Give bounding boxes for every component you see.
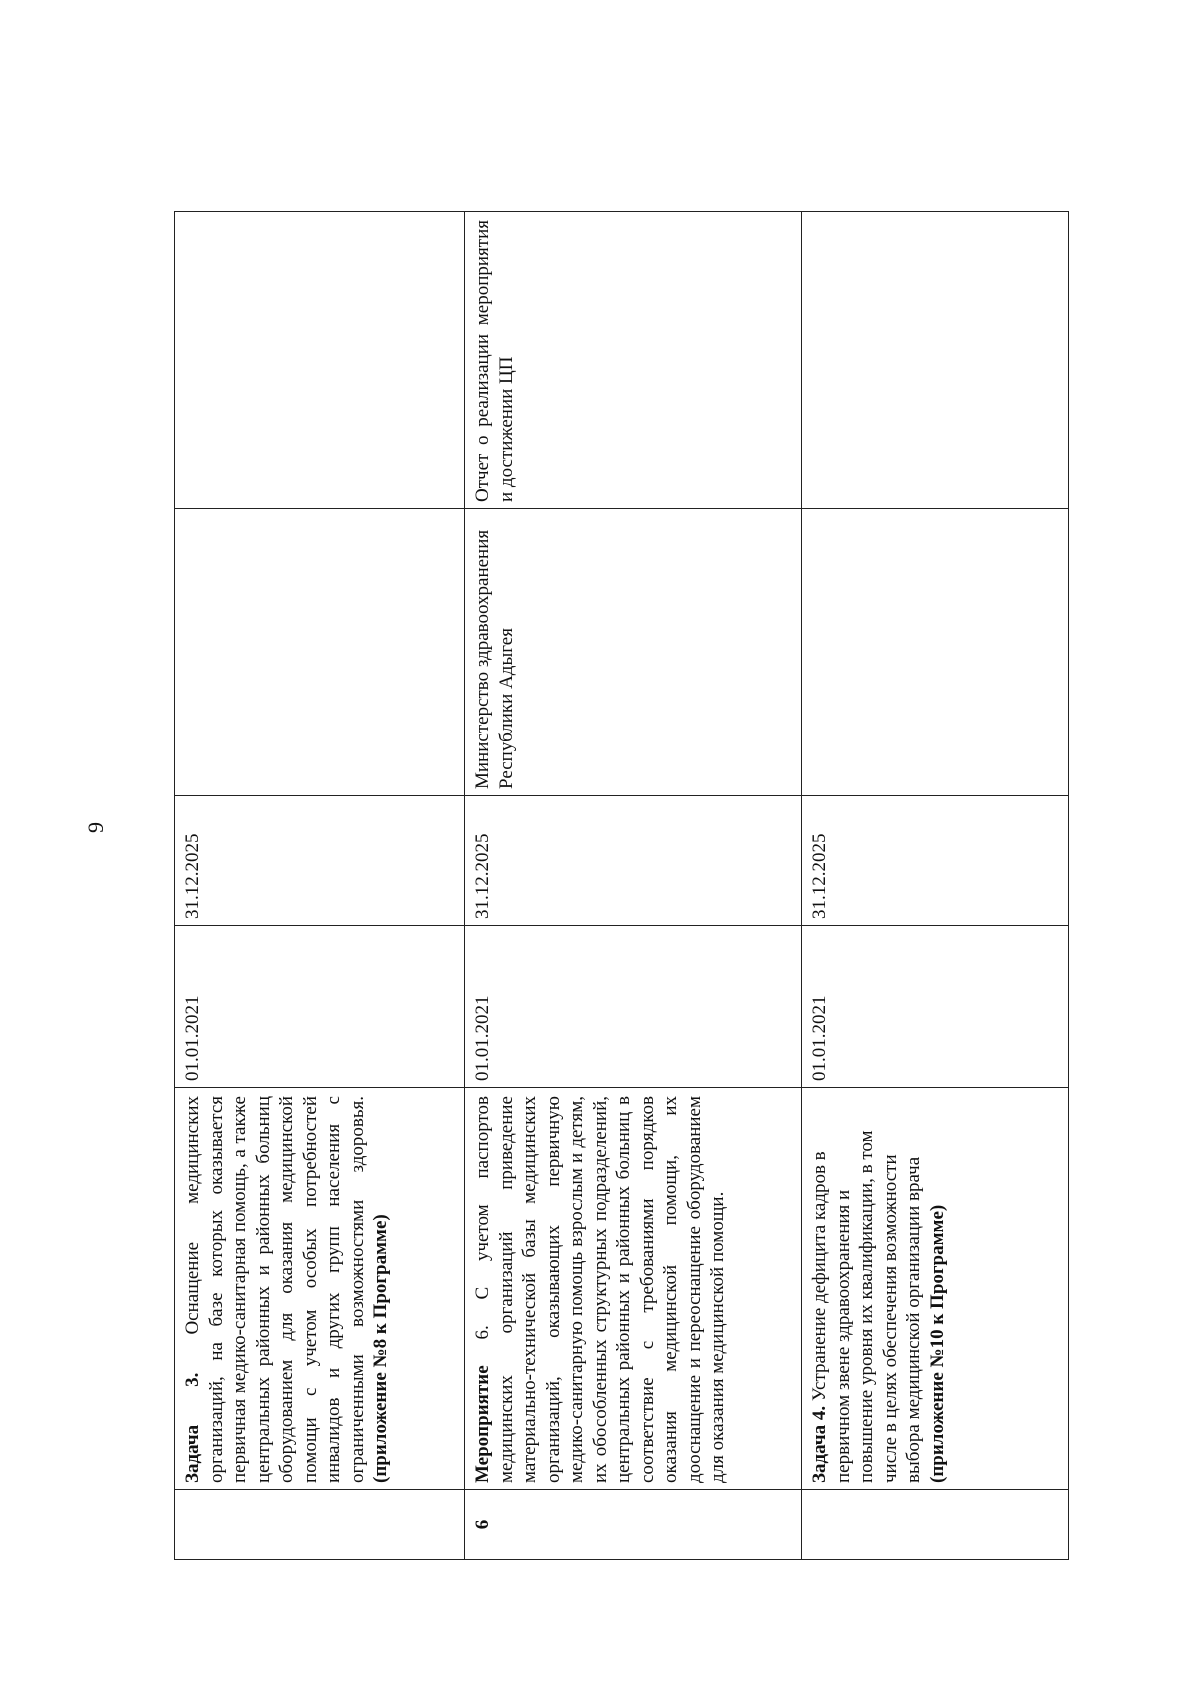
task-text: Устранение дефицита кадров в первичном звене здравоохранения и повышение уровня их квалификации, в том числе в целях обеспечения возможности выбора медицинской организации врача: [809, 1130, 925, 1483]
executor: [175, 509, 465, 796]
row-number: 6: [465, 1490, 802, 1560]
task-cell: [802, 1088, 1069, 1490]
task-heading: Мероприятие: [472, 1365, 493, 1483]
table-row: [465, 212, 802, 1560]
table-row: [802, 212, 1069, 1560]
result: [802, 212, 1069, 509]
task-reference: (приложение №8 к Программе): [370, 1214, 392, 1483]
executor: [802, 509, 1069, 796]
task-heading: Задача 3.: [182, 1372, 203, 1483]
task-text: 6. С учетом паспортов медицинских организаций приведение материально-технической базы медицинских организаций, оказывающих первичную медико-санитарную помощь взрослым и детям, их обособленных структурных подразделений, центральных районных и районных больниц в соответствие с требованиями порядков оказания медицинской помощи, их дооснащение и переоснащение оборудованием для оказания медицинской помощи.: [472, 1096, 729, 1483]
program-table: [174, 211, 1069, 1560]
end-date: 31.12.2025: [465, 796, 802, 926]
start-date: 01.01.2021: [802, 926, 1069, 1088]
task-reference: (приложение №10 к Программе): [926, 1204, 948, 1483]
rotated-table-frame: [174, 212, 1069, 1560]
start-date: 01.01.2021: [175, 926, 465, 1088]
page-number: 9: [83, 822, 108, 833]
executor: Министерство здравоохранения Республики Адыгея: [465, 509, 802, 796]
task-heading: Задача 4.: [809, 1405, 830, 1483]
result: [175, 212, 465, 509]
result: Отчет о реализации мероприятия и достижении ЦП: [465, 212, 802, 509]
task-text: Оснащение медицинских организаций, на базе которых оказывается первичная медико-санитарная помощь, а также центральных районных и районных больниц оборудованием для оказания медицинской помощи с учетом особых потребностей инвалидов и других групп населения с ограниченными возможностями здоровья.: [182, 1096, 368, 1483]
row-number: [175, 1490, 465, 1560]
task-cell: [465, 1088, 802, 1490]
row-number: [802, 1490, 1069, 1560]
end-date: 31.12.2025: [175, 796, 465, 926]
table-row: [175, 212, 465, 1560]
end-date: 31.12.2025: [802, 796, 1069, 926]
task-cell: [175, 1088, 465, 1490]
start-date: 01.01.2021: [465, 926, 802, 1088]
